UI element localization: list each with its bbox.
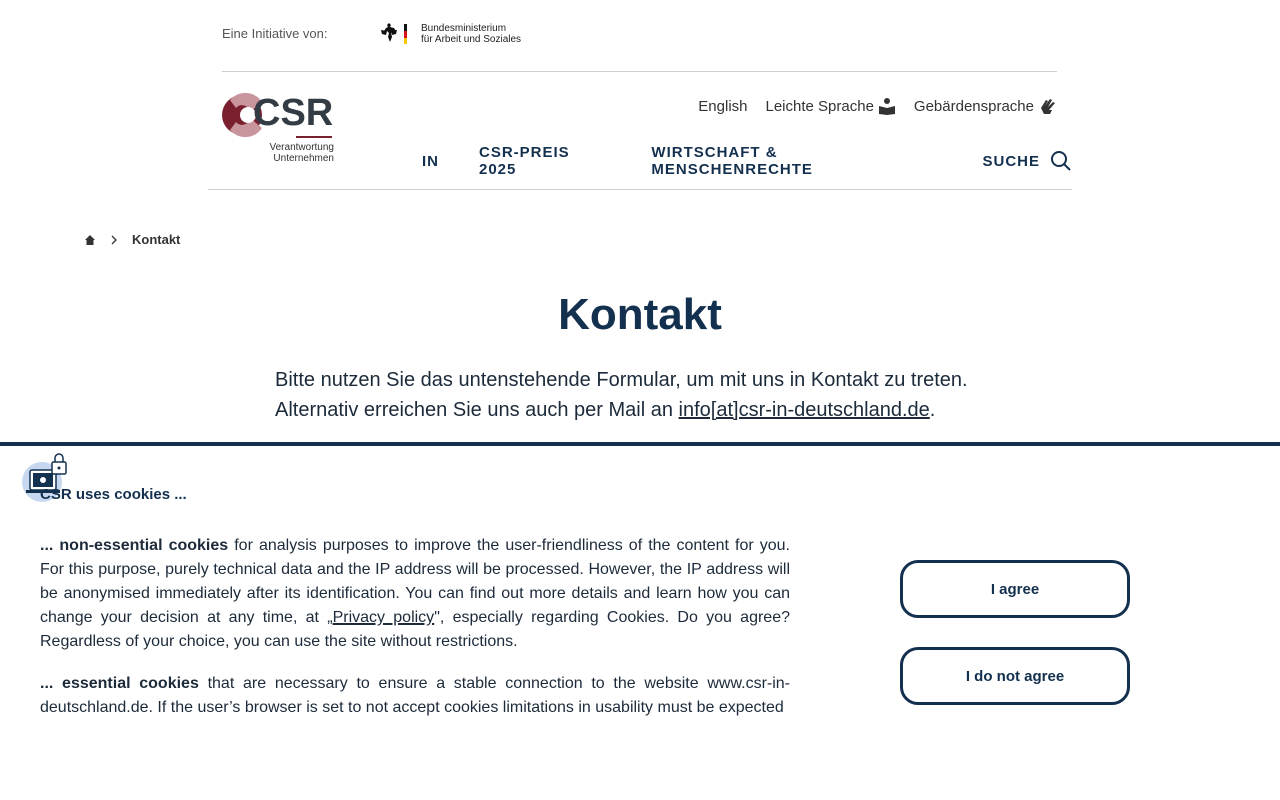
nav-item-wirtschaft-menschenrechte[interactable]: WIRTSCHAFT & MENSCHENRECHTE	[651, 144, 813, 178]
search-icon	[1050, 150, 1072, 172]
privacy-policy-link[interactable]: Privacy policy	[332, 609, 435, 626]
site-header	[208, 72, 1072, 190]
easy-language-label: Leichte Sprache	[765, 97, 874, 115]
breadcrumb-current: Kontakt	[132, 232, 181, 247]
cookie-title: CSR uses cookies ...	[40, 486, 187, 503]
page-title: Kontakt	[558, 290, 722, 339]
cookie-text	[40, 534, 790, 720]
logo-subtitle-line2: Unternehmen	[273, 153, 334, 164]
cookie-paragraph-non-essential	[40, 534, 790, 654]
cookie-banner	[0, 442, 1280, 800]
initiative-label: Eine Initiative von:	[222, 26, 328, 41]
cookie-paragraph-essential	[40, 672, 790, 720]
agree-button[interactable]: I agree	[900, 560, 1130, 618]
essential-heading: ... essential cookies	[40, 675, 199, 692]
logo-underline	[296, 136, 332, 138]
intro-line2-prefix: Alternativ erreichen Sie uns auch per Mail an	[275, 399, 679, 421]
logo-subtitle-line1: Verantwortung	[269, 142, 334, 153]
non-essential-heading: ... non-essential cookies	[40, 537, 229, 554]
essential-text: that are necessary to ensure a stable connection to the website www.csr-in-deutschland.de. If the user’s browser is set to not accept cookies limitations in usability must be expected	[40, 675, 791, 716]
non-essential-text-a: for analysis purposes to improve the user-friendliness of the content for you. For this purpose, purely technical data and the IP address will be processed. However, the IP address will be anonymised immediately after its identification. You can find out more details and learn how you can change your decision at any time, at „	[40, 537, 790, 626]
nav-item-in[interactable]: IN	[422, 152, 439, 170]
email-link[interactable]: info[at]csr-in-deutschland.de	[678, 399, 930, 421]
disagree-button[interactable]: I do not agree	[900, 647, 1130, 705]
intro-line2-suffix: .	[929, 399, 936, 421]
ministry-name-line2: für Arbeit und Soziales	[421, 34, 522, 45]
ministry-logo[interactable]	[377, 22, 521, 46]
intro-line2	[275, 395, 1035, 425]
intro-text	[275, 365, 1035, 425]
logo-wordmark: CSR	[253, 92, 334, 134]
meta-navigation	[698, 96, 1058, 116]
top-bar	[222, 0, 1057, 72]
main-navigation	[422, 144, 1072, 178]
sign-language-hand-icon	[1038, 96, 1058, 116]
csr-logo[interactable]	[222, 92, 334, 164]
intro-line1: Bitte nutzen Sie das untenstehende Formular, um mit uns in Kontakt zu treten.	[275, 369, 968, 391]
search-label: SUCHE	[982, 152, 1040, 170]
chevron-right-icon	[110, 235, 118, 245]
non-essential-text-b: ", especially regarding Cookies. Do you agree? Regardless of your choice, you can use the site without restrictions.	[40, 609, 790, 650]
easy-language-icon	[878, 97, 896, 115]
sign-language-label: Gebärdensprache	[913, 97, 1034, 115]
home-icon[interactable]	[84, 234, 96, 246]
language-english-link[interactable]: English	[698, 97, 748, 115]
ministry-name-line1: Bundesministerium	[421, 23, 507, 34]
nav-item-search[interactable]	[982, 150, 1072, 172]
sign-language-link[interactable]	[914, 96, 1058, 116]
federal-eagle-icon	[377, 22, 415, 46]
nav-item-csr-preis[interactable]: CSR-PREIS 2025	[479, 144, 570, 178]
breadcrumb	[84, 232, 180, 247]
logo-subtitle	[270, 142, 335, 164]
easy-language-link[interactable]	[766, 97, 896, 115]
